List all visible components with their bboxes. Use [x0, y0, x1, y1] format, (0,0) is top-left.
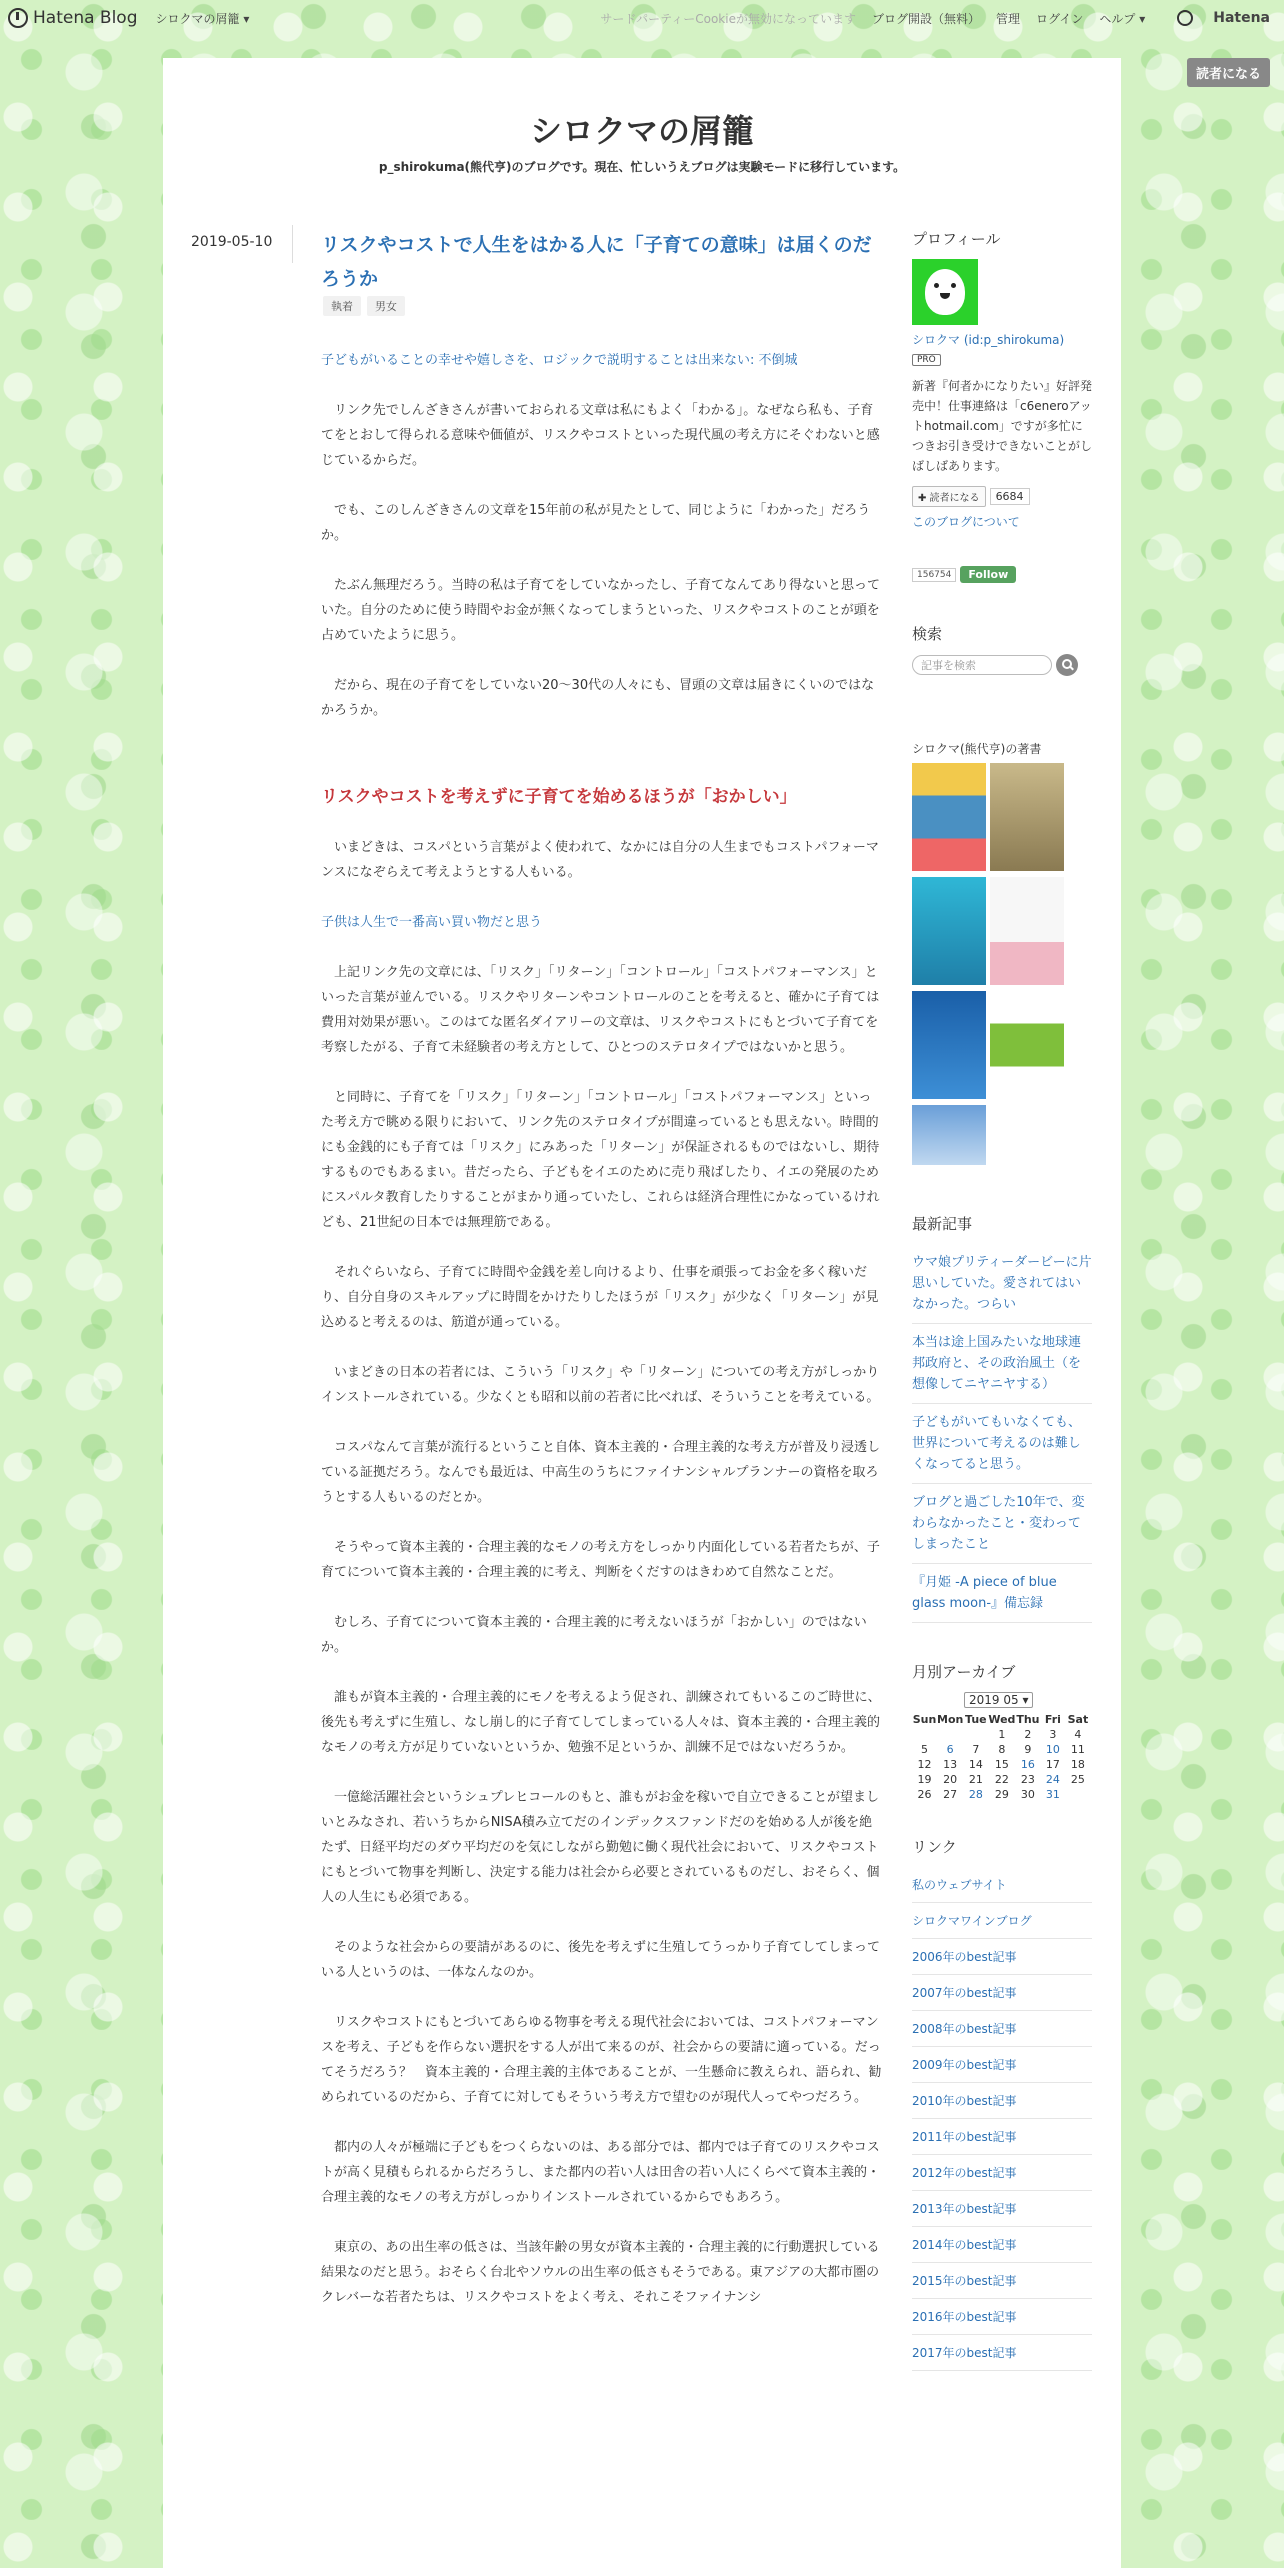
calendar-day: 13 — [943, 1758, 958, 1771]
profile-title: プロフィール — [912, 230, 1001, 248]
paragraph: だから、現在の子育てをしていない20～30代の人々にも、冒頭の文章は届きにくいのではなかろうか。 — [321, 678, 875, 718]
calendar-day: 2 — [1024, 1728, 1032, 1741]
follow-count: 156754 — [912, 568, 956, 582]
calendar-day: 29 — [994, 1788, 1009, 1801]
sidebar-link[interactable]: 2012年のbest記事 — [912, 2155, 1092, 2191]
entry-title[interactable]: リスクやコストで人生をはかる人に「子育ての意味」は届くのだろうか — [321, 234, 872, 290]
paragraph: コスパなんて言葉が流行るということ自体、資本主義的・合理主義的な考え方が普及り浸透している証拠だろう。なんでも最近は、中高生のうちにファイナンシャルプランナーの資格を取ろうとする人もいるのだとか。 — [321, 1440, 881, 1505]
archive-month-select[interactable]: 2019 05 ▾ — [964, 1692, 1033, 1708]
calendar-day[interactable]: 31 — [1045, 1788, 1060, 1801]
calendar-day: 23 — [1020, 1773, 1035, 1786]
calendar-weekday: Sat — [1067, 1713, 1089, 1726]
sidebar-link[interactable]: 2013年のbest記事 — [912, 2191, 1092, 2227]
sidebar-link[interactable]: 2014年のbest記事 — [912, 2227, 1092, 2263]
recent-title: 最新記事 — [912, 1215, 973, 1233]
sidebar-link[interactable]: 2006年のbest記事 — [912, 1939, 1092, 1975]
calendar-day: 25 — [1070, 1773, 1085, 1786]
sidebar-link[interactable]: 2015年のbest記事 — [912, 2263, 1092, 2299]
avatar[interactable] — [912, 259, 978, 325]
paragraph: と同時に、子育てを「リスク」「リターン」「コントロール」「コストパフォーマンス」といった考え方で眺める限りにおいて、リンク先のステロタイプが間違っているとも思えない。時間的にも金銭的にも子育ては「リスク」にみあった「リターン」が保証されるものではないし、期待するものでもあるまい。昔だったら、子どもをイエのために売り飛ばしたり、イエの発展のためにスパルタ教育したりすることがまかり通っていたし、これらは経済合理性にかなっているけれども、21世紀の日本では無理筋である。 — [321, 1090, 880, 1230]
sidebar-link[interactable]: シロクマワインブログ — [912, 1903, 1092, 1939]
entry-content — [321, 348, 883, 2310]
calendar-day: 11 — [1070, 1743, 1085, 1756]
polar-bear-icon — [925, 269, 965, 315]
books-module — [912, 740, 1092, 1165]
calendar-day: 3 — [1049, 1728, 1057, 1741]
logo-text: Hatena Blog — [33, 8, 138, 28]
sidebar-link[interactable]: 2017年のbest記事 — [912, 2335, 1092, 2371]
sidebar-link[interactable]: 2011年のbest記事 — [912, 2119, 1092, 2155]
calendar-day: 8 — [998, 1743, 1006, 1756]
paragraph: いまどきは、コスパという言葉がよく使われて、なかには自分の人生までもコストパフォーマンスになぞらえて考えようとする人もいる。 — [321, 840, 879, 880]
blog-menu[interactable]: シロクマの屑籠 ▾ — [155, 11, 250, 26]
sidebar — [912, 228, 1092, 2371]
section-heading: リスクやコストを考えずに子育てを始めるほうが「おかしい」 — [321, 787, 797, 807]
sidebar-link[interactable]: 2009年のbest記事 — [912, 2047, 1092, 2083]
calendar-day: 22 — [994, 1773, 1009, 1786]
hatena-link[interactable] — [1161, 10, 1270, 26]
paragraph: リスクやコストにもとづいてあらゆる物事を考える現代社会においては、コストパフォーマンスを考え、子どもを作らない選択をする人が出て来るのが、社会からの要請に適っている。だってそうだろう？ 資本主義的・合理主義的主体であることが、一生懸命に教えられ、語られ、勧められているのだから、子育てに対してもそういう考え方で望むのが現代人ってやつだろう。 — [321, 2015, 882, 2105]
calendar-day: 26 — [917, 1788, 932, 1801]
book-cover[interactable] — [912, 1105, 986, 1165]
calendar-weekday: Thu — [1016, 1713, 1040, 1726]
search-title: 検索 — [912, 625, 943, 643]
calendar-day: 15 — [994, 1758, 1009, 1771]
hatena-label: Hatena — [1213, 10, 1270, 26]
paragraph: 東京の、あの出生率の低さは、当該年齢の男女が資本主義的・合理主義的に行動選択している結果なのだと思う。おそらく台北やソウルの出生率の低さもそうである。東アジアの大都市圏のクレバーな若者たちは、リスクやコストをよく考え、それこそファイナンシ — [321, 2240, 880, 2305]
calendar-day: 9 — [1024, 1743, 1032, 1756]
about-blog-link[interactable]: このブログについて — [912, 515, 1020, 529]
profile-module — [912, 228, 1092, 583]
archive-title: 月別アーカイブ — [912, 1663, 1016, 1681]
calendar-day[interactable]: 24 — [1045, 1773, 1060, 1786]
sidebar-link[interactable]: 2008年のbest記事 — [912, 2011, 1092, 2047]
calendar-day: 7 — [972, 1743, 980, 1756]
calendar-day: 5 — [921, 1743, 928, 1756]
paragraph: たぶん無理だろう。当時の私は子育てをしていなかったし、子育てなんてあり得ないと思っていた。自分のために使う時間やお金が無くなってしまうといった、リスクやコストのことが頭を占めていたように思う。 — [321, 578, 881, 643]
book-cover[interactable] — [912, 991, 986, 1099]
calendar-day: 4 — [1074, 1728, 1082, 1741]
blog-description: p_shirokuma(熊代亨)のブログです。現在、忙しいうえブログは実験モードに移行しています。 — [378, 160, 906, 174]
pro-badge: PRO — [912, 354, 941, 366]
paragraph: でも、このしんざきさんの文章を15年前の私が見たとして、同じように「わかった」だろうか。 — [321, 503, 871, 543]
calendar-weekday: Sun — [912, 1713, 937, 1726]
calendar-weekday: Tue — [965, 1713, 987, 1726]
entry-link[interactable]: 子どもがいることの幸せや嬉しさを、ロジックで説明することは出来ない: 不倒城 — [321, 353, 798, 368]
calendar-day: 19 — [917, 1773, 932, 1786]
date-divider — [292, 225, 293, 263]
book-cover[interactable] — [990, 763, 1064, 871]
help-menu[interactable]: ヘルプ ▾ — [1099, 11, 1146, 26]
entry-date[interactable]: 2019-05-10 — [191, 234, 273, 250]
recent-entry-link[interactable]: ウマ娘プリティーダービーに片思いしていた。愛されてはいなかった。つらい — [912, 1244, 1092, 1324]
books-title: シロクマ(熊代亨)の著書 — [912, 742, 1042, 756]
paragraph: そうやって資本主義的・合理主義的なモノの考え方をしっかり内面化している若者たちが、子育てについて資本主義的・合理主義的に考え、判断をくだすのはきわめて自然なことだ。 — [321, 1540, 880, 1580]
calendar-day — [912, 1727, 937, 1742]
calendar-day[interactable]: 28 — [968, 1788, 983, 1801]
manage-link[interactable]: 管理 — [995, 11, 1020, 26]
search-module — [912, 623, 1092, 676]
calendar-weekday: Wed — [988, 1713, 1016, 1726]
links-module — [912, 1836, 1092, 2371]
paragraph: 都内の人々が極端に子どもをつくらないのは、ある部分では、都内では子育てのリスクやコストが高く見積もられるからだろうし、また都内の若い人は田舎の若い人にくらべて資本主義的・合理主義的なモノの考え方がしっかりインストールされているからでもあろう。 — [321, 2140, 881, 2205]
paragraph: むしろ、子育てについて資本主義的・合理主義的に考えないほうが「おかしい」のではないか。 — [321, 1615, 867, 1655]
archive-calendar — [912, 1712, 1090, 1802]
hatena-logo-icon — [8, 8, 28, 28]
recent-entry-link[interactable]: 本当は途上国みたいな地球連邦政府と、その政治風土（を想像してニヤニヤする） — [912, 1324, 1092, 1404]
login-link[interactable]: ログイン — [1035, 11, 1084, 26]
calendar-day — [1065, 1787, 1090, 1802]
hatena-blog-logo[interactable] — [8, 8, 138, 28]
profile-id-link[interactable]: シロクマ (id:p_shirokuma) — [912, 333, 1065, 347]
paragraph: いまどきの日本の若者には、こういう「リスク」や「リターン」についての考え方がしっかりインストールされている。少なくとも昭和以前の若者に比べれば、そういうことを考えている。 — [321, 1365, 880, 1405]
sidebar-link[interactable]: 2016年のbest記事 — [912, 2299, 1092, 2335]
book-cover[interactable] — [990, 991, 1064, 1099]
calendar-day: 12 — [917, 1758, 932, 1771]
recent-entry-link[interactable]: 子どもがいてもいなくても、世界について考えるのは難しくなってると思う。 — [912, 1404, 1092, 1484]
hatena-icon — [1177, 10, 1193, 26]
paragraph: リンク先でしんざきさんが書いておられる文章は私にもよく「わかる」。なぜなら私も、子育てをとおして得られる意味や価値が、リスクやコストといった現代風の考え方にそぐわないと感じているからだ。 — [321, 403, 880, 468]
calendar-weekday: Fri — [1044, 1713, 1061, 1726]
sidebar-link[interactable]: 2007年のbest記事 — [912, 1975, 1092, 2011]
book-cover[interactable] — [912, 877, 986, 985]
calendar-day: 14 — [968, 1758, 983, 1771]
follow-button[interactable]: Follow — [960, 566, 1016, 583]
paragraph: それぐらいなら、子育てに時間や金銭を差し向けるより、仕事を頑張ってお金を多く稼いだり、自分自身のスキルアップに時間をかけたりしたほうが「リスク」が少なく「リターン」が見込めると考えるのは、筋道が通っている。 — [321, 1265, 879, 1330]
calendar-day — [937, 1727, 963, 1742]
sidebar-link[interactable]: 私のウェブサイト — [912, 1867, 1092, 1903]
links-title: リンク — [912, 1838, 957, 1856]
reader-count: 6684 — [990, 488, 1030, 505]
calendar-day: 27 — [943, 1788, 958, 1801]
open-blog-link[interactable]: ブログ開設（無料） — [871, 11, 980, 26]
recent-entry-link[interactable]: ブログと過ごした10年で、変わらなかったこと・変わってしまったこと — [912, 1484, 1092, 1564]
category-tag[interactable]: 男女 — [367, 296, 405, 316]
blog-title[interactable]: シロクマの屑籠 — [529, 112, 754, 150]
calendar-day: 1 — [998, 1728, 1006, 1741]
calendar-day: 30 — [1020, 1788, 1035, 1801]
reader-button[interactable]: ✚ 読者になる — [912, 486, 986, 507]
paragraph: 一億総活躍社会というシュプレヒコールのもと、誰もがお金を稼いで自立できることが望ましいとみなされ、若いうちからNISA積み立てだのインデックスファンドだのを始める人が後を絶たず、日経平均だのダウ平均だのを気にしながら勤勉に働く現代社会において、リスクやコストにもとづいて物事を判断し、決定する能力は社会から必要とされているものだし、おそらく、個人の人生にも必須である。 — [321, 1790, 880, 1905]
calendar-day[interactable]: 6 — [946, 1743, 954, 1756]
paragraph: 上記リンク先の文章には、「リスク」「リターン」「コントロール」「コストパフォーマンス」といった言葉が並んでいる。リスクやリターンやコントロールのことを考えると、確かに子育ては費用対効果が悪い。このはてな匿名ダイアリーの文章は、リスクやコストにもとづいて子育てを考察したがる、子育て未経験者の考え方として、ひとつのステロタイプではないかと思う。 — [321, 965, 880, 1055]
calendar-day: 18 — [1070, 1758, 1085, 1771]
global-header — [0, 0, 1284, 36]
archive-module — [912, 1661, 1092, 1802]
paragraph: 誰もが資本主義的・合理主義的にモノを考えるよう促され、訓練されてもいるこのご時世に、後先も考えずに生殖し、なし崩し的に子育てしてしまっている人々は、資本主義的・合理主義的なモノの考え方が足りていないというか、勉強不足というか、訓練不足ではないだろうか。 — [321, 1690, 881, 1755]
search-input[interactable]: 記事を検索 — [912, 655, 1052, 675]
sidebar-link[interactable]: 2010年のbest記事 — [912, 2083, 1092, 2119]
subscribe-button[interactable]: 読者になる — [1187, 58, 1270, 87]
book-cover[interactable] — [912, 763, 986, 871]
entry-link[interactable]: 子供は人生で一番高い買い物だと思う — [321, 915, 543, 930]
calendar-day: 20 — [943, 1773, 958, 1786]
blog-container — [163, 58, 1121, 2568]
book-cover[interactable] — [990, 877, 1064, 985]
entry-categories — [323, 296, 411, 316]
calendar-day — [963, 1727, 988, 1742]
calendar-day[interactable]: 10 — [1045, 1743, 1060, 1756]
category-tag[interactable]: 執着 — [323, 296, 361, 316]
recent-entry-link[interactable]: 『月姫 -A piece of blue glass moon-』備忘録 — [912, 1564, 1092, 1623]
calendar-day: 21 — [968, 1773, 983, 1786]
calendar-day[interactable]: 16 — [1020, 1758, 1035, 1771]
search-icon[interactable] — [1056, 654, 1078, 676]
calendar-day: 17 — [1045, 1758, 1060, 1771]
profile-description: 新著『何者かになりたい』好評発売中！仕事連絡は「c6eneroアットhotmail.com」ですが多忙につきお引き受けできないことがしばしばあります。 — [912, 379, 1093, 473]
recent-module — [912, 1213, 1092, 1623]
paragraph: そのような社会からの要請があるのに、後先を考えずに生殖してうっかり子育てしてしまっている人というのは、一体なんなのか。 — [321, 1940, 881, 1980]
cookie-notice[interactable]: サードパーティーCookieが無効になっています — [600, 11, 856, 26]
calendar-weekday: Mon — [937, 1713, 964, 1726]
